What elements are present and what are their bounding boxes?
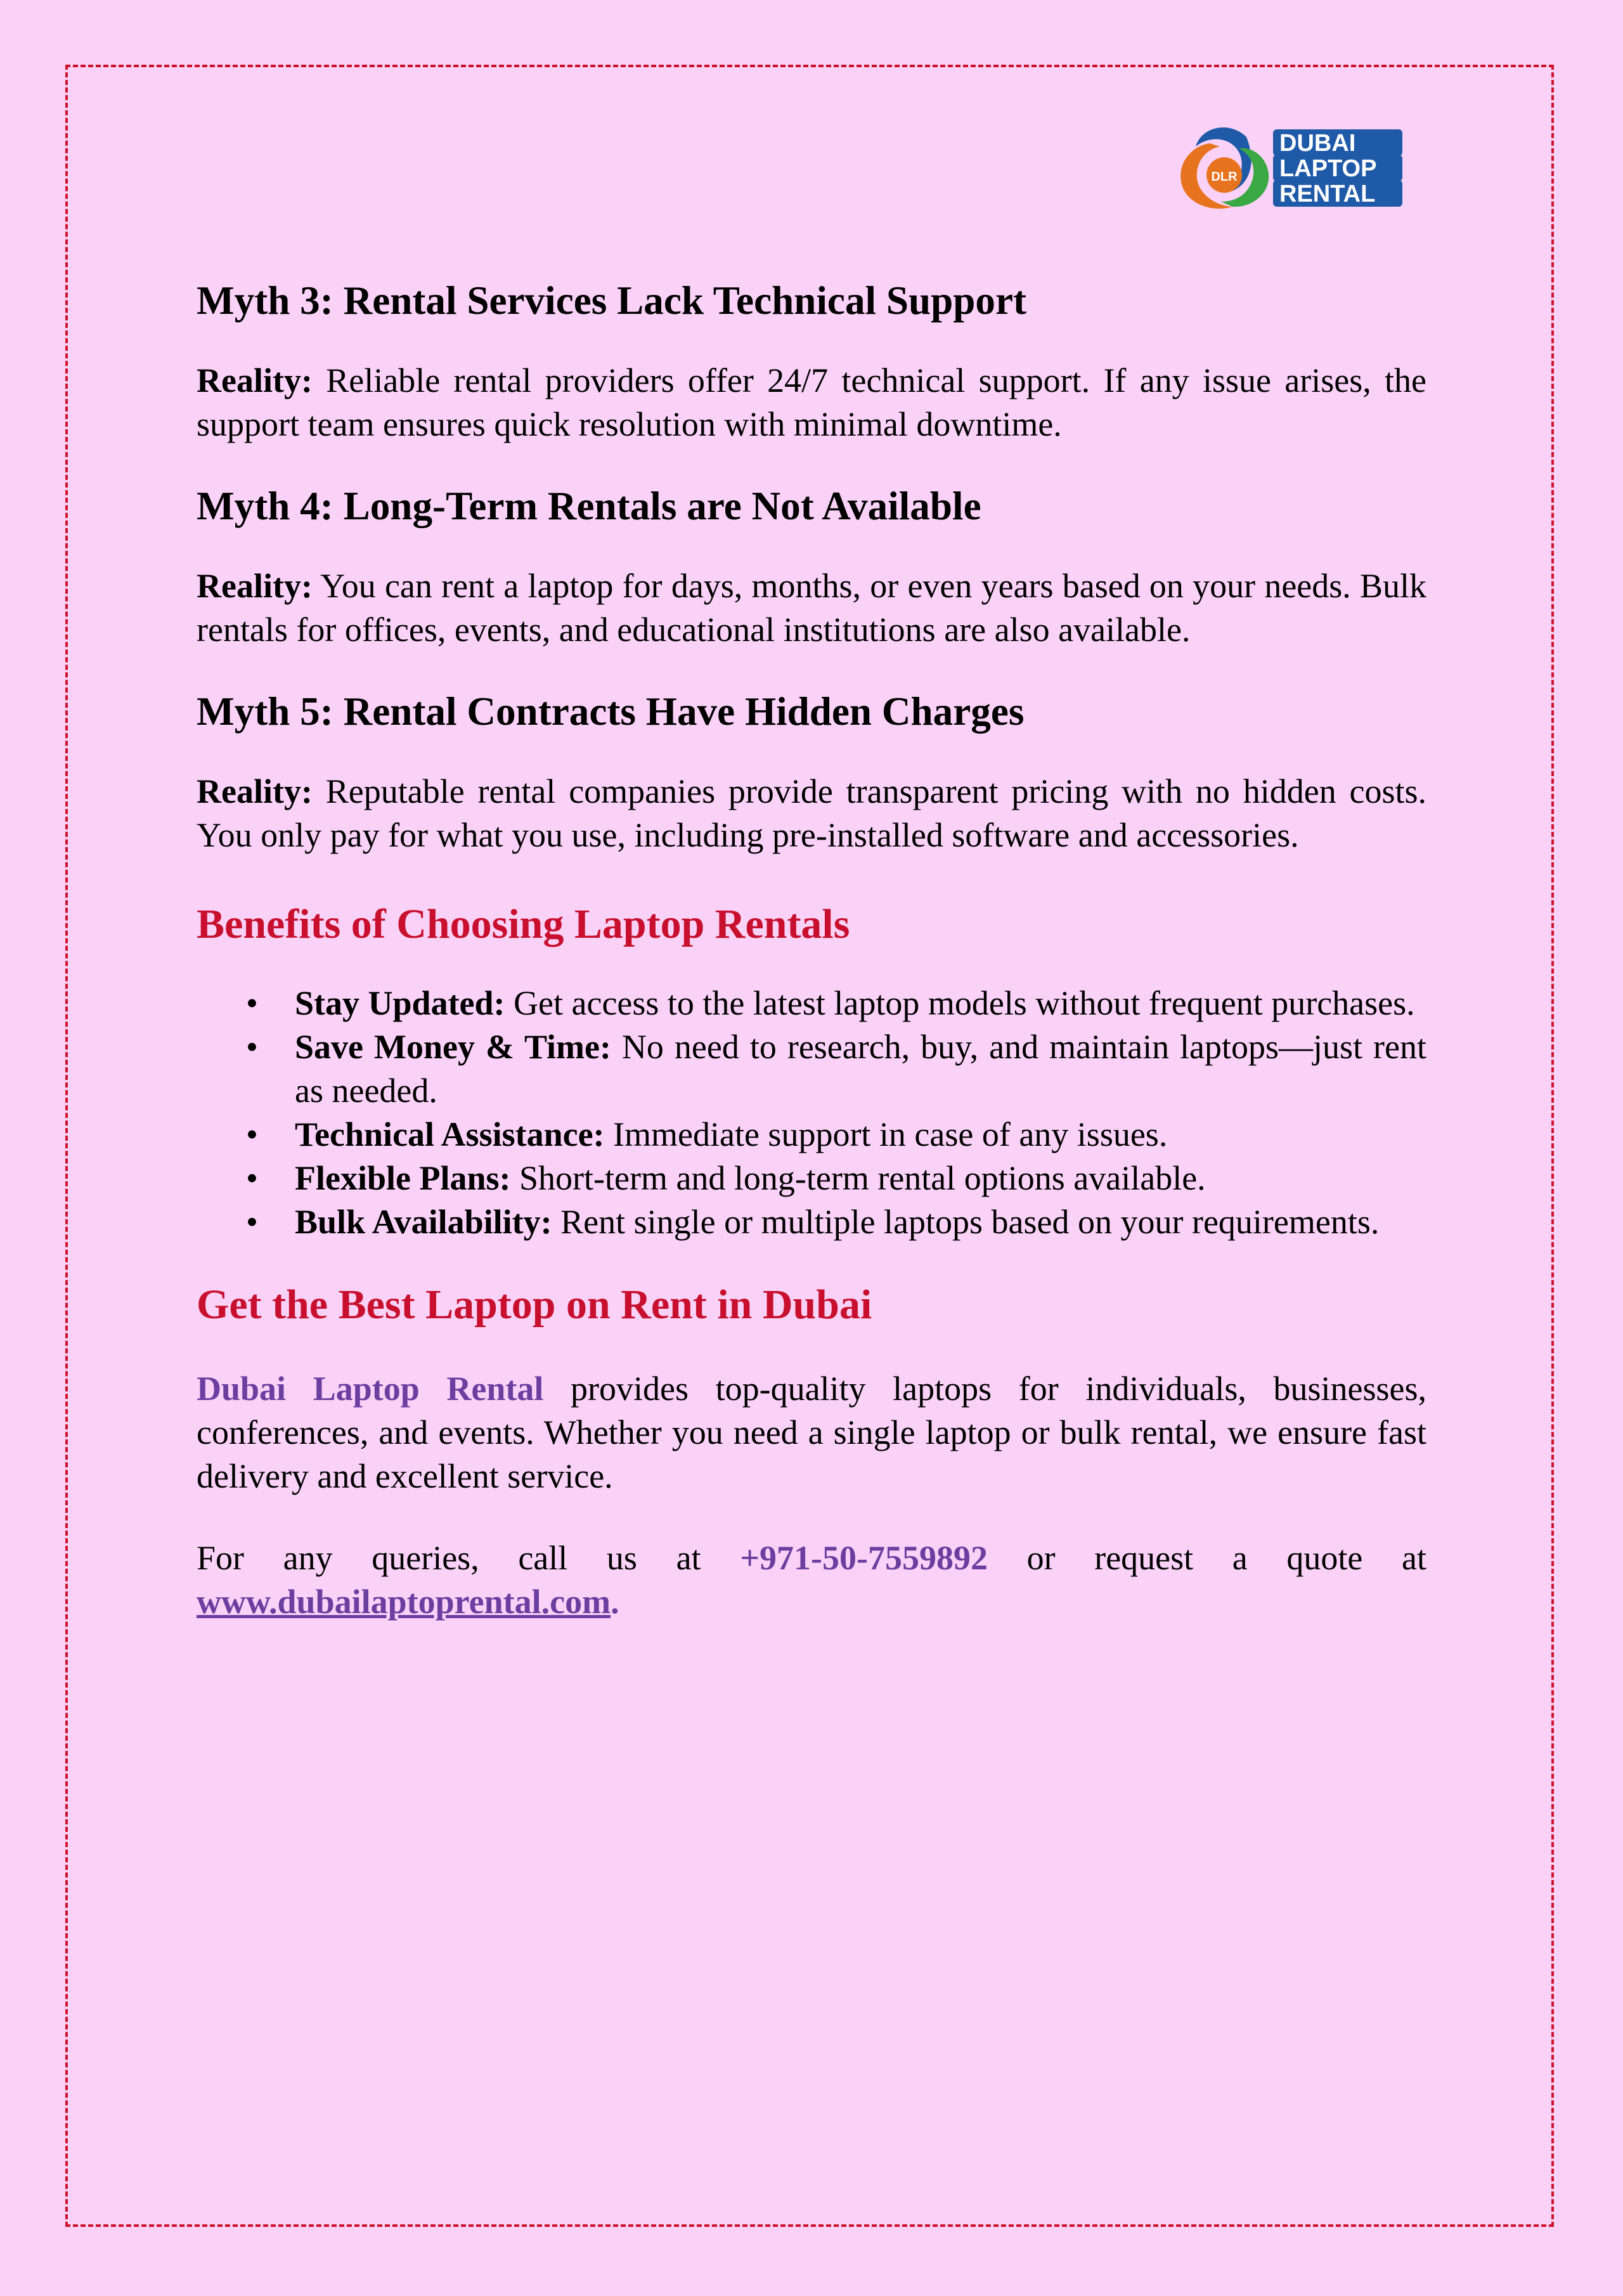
myth-5-reality — [197, 770, 1426, 857]
article-body — [197, 279, 1426, 1624]
intro-paragraph — [197, 1367, 1426, 1498]
benefit-text: Get access to the latest laptop models without frequent purchases. — [505, 984, 1415, 1022]
benefit-label: Technical Assistance: — [295, 1115, 605, 1153]
reality-label: Reality: — [197, 772, 313, 810]
bullet-icon: • — [246, 1203, 258, 1241]
myth-4-reality — [197, 564, 1426, 652]
logo-badge-text: DLR — [1211, 170, 1238, 184]
benefit-label: Bulk Availability: — [295, 1203, 552, 1241]
contact-paragraph — [197, 1536, 1426, 1624]
reality-text: You can rent a laptop for days, months, or even years based on your needs. Bulk rentals for offices, events, and educational institutions are also available. — [197, 567, 1426, 649]
bullet-icon: • — [246, 1028, 258, 1066]
benefit-text: Immediate support in case of any issues. — [604, 1115, 1168, 1153]
benefit-label: Stay Updated: — [295, 984, 505, 1022]
benefit-text: No need to research, buy, and maintain laptops—just rent as needed. — [295, 1028, 1427, 1110]
benefit-label: Save Money & Time: — [295, 1028, 611, 1066]
bullet-icon: • — [246, 984, 258, 1022]
list-item — [197, 1200, 1426, 1244]
bullet-icon: • — [246, 1159, 258, 1197]
reality-label: Reality: — [197, 361, 313, 399]
brand-link[interactable]: Dubai Laptop Rental — [197, 1370, 544, 1408]
list-item — [197, 1157, 1426, 1200]
benefit-text: Short-term and long-term rental options available. — [510, 1159, 1206, 1197]
list-item — [197, 982, 1426, 1025]
list-item — [197, 1025, 1426, 1113]
contact-suffix: . — [611, 1583, 619, 1621]
reality-text: Reputable rental companies provide transparent pricing with no hidden costs. You only pay for what you use, including pre-installed software and accessories. — [197, 772, 1426, 854]
myth-3-heading: Myth 3: Rental Services Lack Technical Support — [197, 278, 1027, 323]
benefits-list — [197, 982, 1426, 1244]
contact-prefix: For any queries, call us at — [197, 1539, 740, 1577]
best-laptop-title: Get the Best Laptop on Rent in Dubai — [197, 1281, 872, 1328]
reality-text: Reliable rental providers offer 24/7 technical support. If any issue arises, the support team ensures quick resolution with minimal downtime. — [197, 361, 1426, 443]
website-link[interactable]: www.dubailaptoprental.com — [197, 1583, 611, 1621]
myth-3-reality — [197, 359, 1426, 446]
myth-4-heading: Myth 4: Long-Term Rentals are Not Available — [197, 484, 981, 528]
logo-line-1: DUBAI — [1279, 130, 1356, 157]
myth-5-heading: Myth 5: Rental Contracts Have Hidden Charges — [197, 689, 1025, 734]
intro-text: provides top-quality laptops for individuals, businesses, conferences, and events. Whether you need a single laptop or bulk rental, we ensure fast delivery and excellent service. — [197, 1370, 1426, 1495]
contact-middle: or request a quote at — [987, 1539, 1426, 1577]
reality-label: Reality: — [197, 567, 313, 605]
benefit-text: Rent single or multiple laptops based on your requirements. — [552, 1203, 1380, 1241]
company-logo — [1170, 118, 1405, 218]
phone-number[interactable]: +971-50-7559892 — [740, 1539, 988, 1577]
benefits-title: Benefits of Choosing Laptop Rentals — [197, 901, 850, 947]
benefit-label: Flexible Plans: — [295, 1159, 511, 1197]
logo-line-3: RENTAL — [1279, 181, 1376, 207]
bullet-icon: • — [246, 1115, 258, 1153]
list-item — [197, 1113, 1426, 1157]
logo-line-2: LAPTOP — [1279, 155, 1377, 182]
